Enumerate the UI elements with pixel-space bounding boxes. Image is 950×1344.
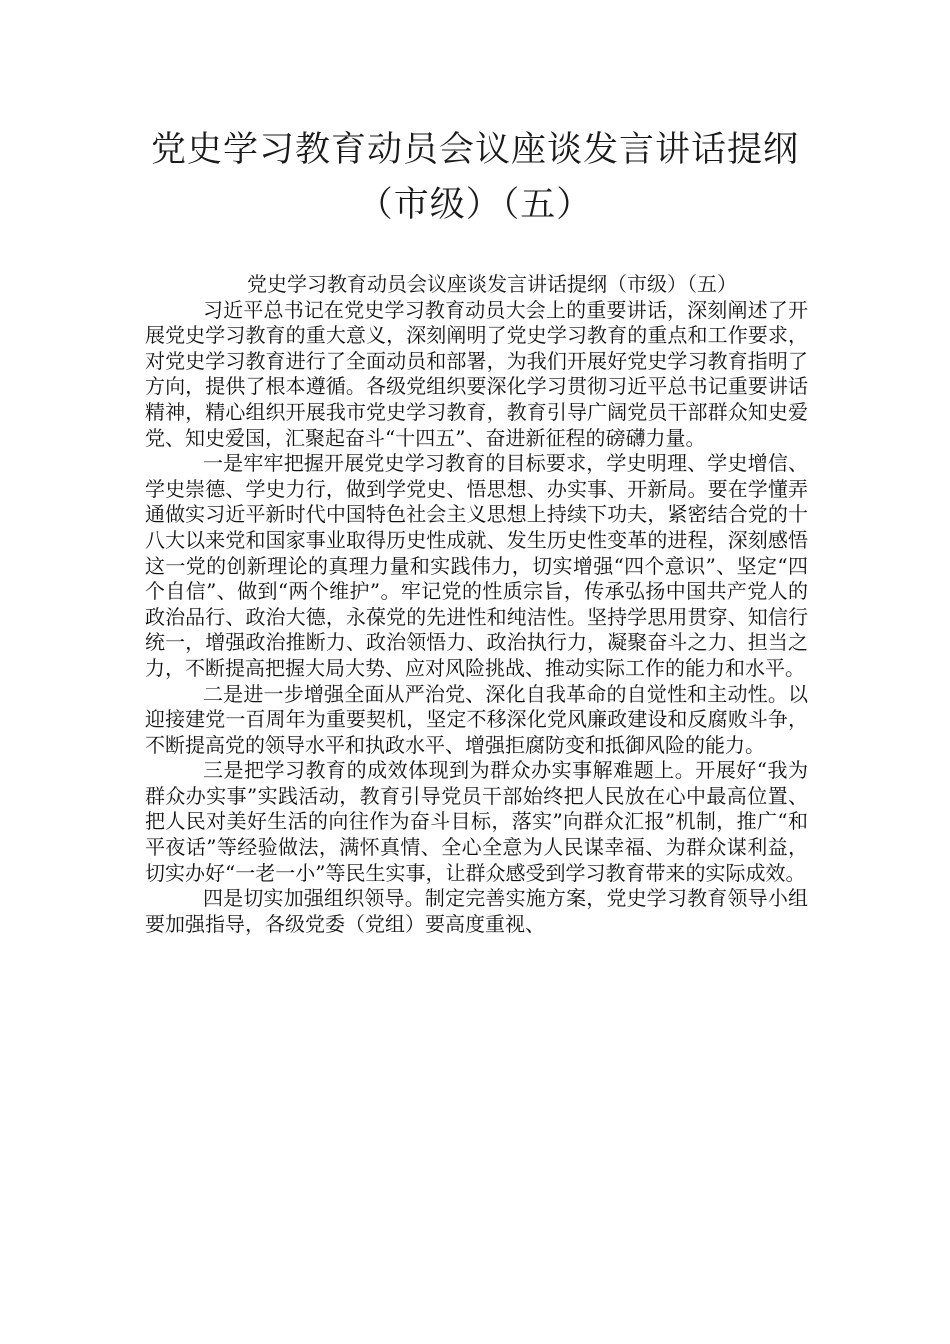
title-line-2: （市级）（五） <box>357 185 593 225</box>
paragraph-intro: 习近平总书记在党史学习教育动员大会上的重要讲话，深刻阐述了开展党史学习教育的重大意义，深刻阐明了党史学习教育的重点和工作要求，对党史学习教育进行了全面动员和部署，为我们开展好党史学习教育指明了方向，提供了根本遵循。各级党组织要深化学习贯彻习近平总书记重要讲话精神，精心组织开展我市党史学习教育，教育引导广阔党员干部群众知史爱党、知史爱国，汇聚起奋斗“十四五”、奋进新征程的磅礴力量。 <box>145 297 808 450</box>
paragraph-point-two: 二是进一步增强全面从严治党、深化自我革命的自觉性和主动性。以迎接建党一百周年为重要契机，坚定不移深化党风廉政建设和反腐败斗争，不断提高党的领导水平和执政水平、增强拒腐防变和抵御风险的能力。 <box>145 681 808 757</box>
paragraph-point-one: 一是牢牢把握开展党史学习教育的目标要求，学史明理、学史增信、学史崇德、学史力行，做到学党史、悟思想、办实事、开新局。要在学懂弄通做实习近平新时代中国特色社会主义思想上持续下功夫，紧密结合党的十八大以来党和国家事业取得历史性成就、发生历史性变革的进程，深刻感悟这一党的创新理论的真理力量和实践伟力，切实增强“四个意识”、坚定“四个自信”、做到“两个维护”。牢记党的性质宗旨，传承弘扬中国共产党人的政治品行、政治大德，永葆党的先进性和纯洁性。坚持学思用贯穿、知信行统一，增强政治推断力、政治领悟力、政治执行力，凝聚奋斗之力、担当之力，不断提高把握大局大势、应对风险挑战、推动实际工作的能力和水平。 <box>145 451 808 680</box>
paragraph-point-four: 四是切实加强组织领导。制定完善实施方案，党史学习教育领导小组要加强指导，各级党委（党组）要高度重视、 <box>145 886 808 936</box>
document-body <box>145 272 808 937</box>
paragraph-point-three: 三是把学习教育的成效体现到为群众办实事解难题上。开展好“我为群众办实事”实践活动，教育引导党员干部始终把人民放在心中最高位置、把人民对美好生活的向往作为奋斗目标，落实”向群众汇报”机制，推广“和平夜话”等经验做法，满怀真情、全心全意为人民谋幸福、为群众谋利益，切实办好“一老一小”等民生实事，让群众感受到学习教育带来的实际成效。 <box>145 758 808 885</box>
document-subtitle: 党史学习教育动员会议座谈发言讲话提纲（市级）（五） <box>247 272 737 296</box>
title-line-1: 党史学习教育动员会议座谈发言讲话提纲 <box>150 130 799 170</box>
document-title <box>140 123 810 233</box>
